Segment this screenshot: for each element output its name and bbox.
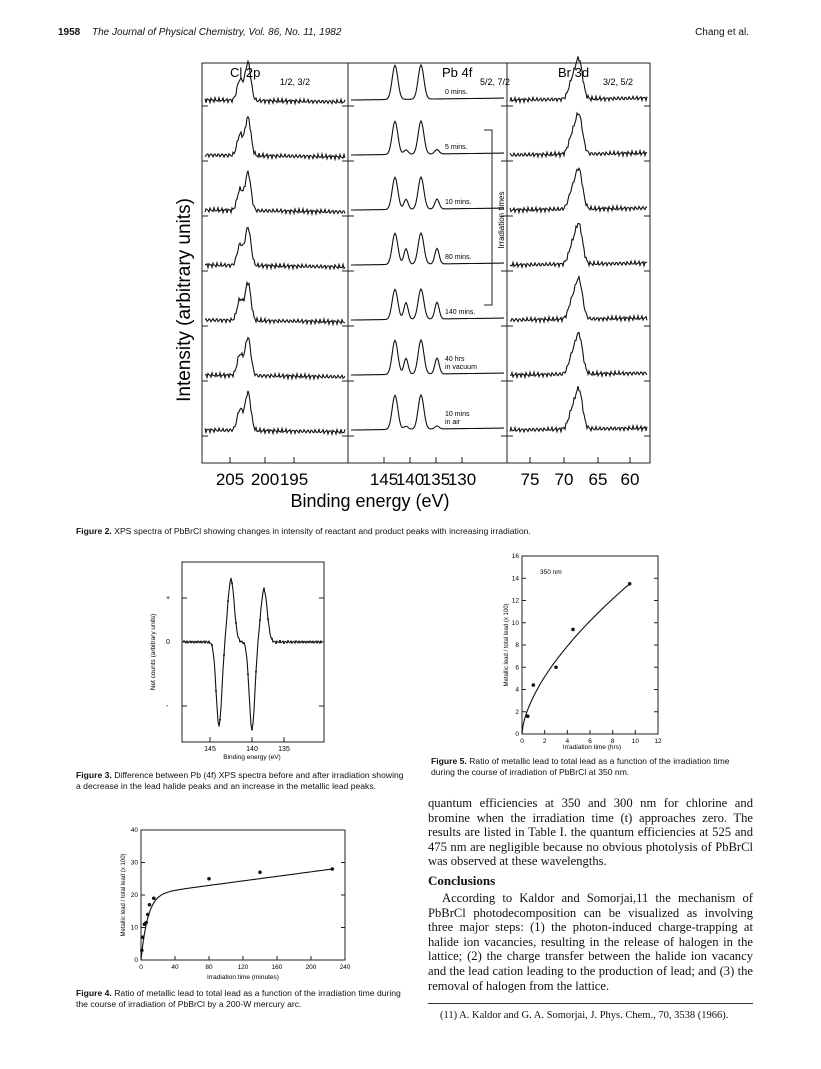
figure3-xtick-135: 135 [278, 746, 290, 753]
data-point [187, 642, 189, 644]
x-tick-label: 0 [520, 738, 524, 745]
row-label: in air [445, 419, 461, 426]
figure4-caption-label: Figure 4. [76, 988, 112, 998]
spectrum-trace [205, 228, 345, 269]
figure5-caption [431, 756, 753, 777]
x-tick-label: 8 [610, 738, 615, 745]
figure4-xlabel: Irradiation time (minutes) [207, 974, 279, 981]
spectrum-trace [205, 338, 345, 379]
data-point [195, 641, 197, 643]
spectrum-trace [510, 224, 647, 268]
figure3-xlabel: Binding energy (eV) [223, 754, 281, 761]
y-tick-label: 6 [515, 664, 519, 672]
data-point [526, 714, 530, 718]
figure3-caption-text: Difference between Pb (4f) XPS spectra before and after irradiation showing a decrease in the lead halide peaks and an increase in the metallic lead peaks. [76, 770, 404, 791]
footnote-11: (11) A. Kaldor and G. A. Somorjai, J. Phys. Chem., 70, 3538 (1966). [440, 1010, 729, 1021]
data-point [144, 921, 148, 925]
spectrum-trace [351, 340, 504, 375]
journal-title: The Journal of Physical Chemistry, Vol. 86, No. 11, 1982 [92, 27, 342, 38]
row-label: 5 mins. [445, 144, 468, 151]
data-point [148, 903, 152, 907]
figure5-xlabel: Irradiation time (hrs) [562, 744, 622, 751]
panel-sub-cl2p: 1/2, 3/2 [280, 77, 311, 87]
y-tick-label: 0 [515, 731, 519, 738]
data-point [295, 640, 297, 642]
row-label: in vacuum [445, 364, 477, 371]
figure3-ytick-plus: + [166, 595, 171, 602]
data-point [307, 641, 309, 643]
data-point [223, 654, 225, 656]
axis-tick-label: 65 [588, 470, 608, 489]
figure5-caption-text: Ratio of metallic lead to total lead as a function of the irradiation time during the course of irradiation of PbBrCl at 350 nm. [431, 756, 730, 777]
y-tick-label: 40 [130, 827, 138, 834]
data-point [152, 896, 156, 900]
axis-tick-label: 75 [520, 470, 540, 489]
spectrum-trace [510, 333, 647, 378]
figure5-caption-label: Figure 5. [431, 756, 467, 766]
figure4-fit-curve [141, 869, 332, 960]
x-tick-label: 40 [171, 964, 179, 971]
y-tick-label: 14 [511, 575, 519, 583]
data-point [235, 622, 237, 624]
data-point [247, 673, 249, 675]
data-point [207, 877, 211, 881]
data-point [315, 641, 317, 643]
y-tick-label: 0 [134, 957, 138, 964]
y-tick-label: 16 [511, 553, 519, 560]
x-tick-label: 10 [631, 738, 639, 745]
y-tick-label: 10 [130, 924, 138, 932]
data-point [191, 641, 193, 643]
data-point [231, 582, 233, 584]
axis-tick-label: 145 [369, 470, 399, 489]
data-point [211, 644, 213, 646]
figure5-annotation: 350 nm [540, 569, 562, 576]
row-label: 40 hrs [445, 356, 465, 363]
data-point [628, 582, 632, 586]
figure5-fit-curve [522, 584, 630, 734]
spectrum-trace [351, 121, 504, 155]
axis-tick-label: 195 [279, 470, 309, 489]
figure2-caption [76, 526, 776, 537]
figure3-xtick-140: 140 [246, 746, 258, 753]
figure5-ratio-chart [500, 552, 670, 752]
x-tick-label: 80 [205, 964, 213, 971]
data-point [243, 642, 245, 644]
figure4-axes-frame [141, 830, 345, 960]
y-tick-label: 8 [515, 642, 519, 649]
data-point [259, 619, 261, 621]
data-point [291, 642, 293, 644]
running-authors: Chang et al. [695, 27, 749, 38]
axis-tick-label: 205 [215, 470, 245, 489]
figure5-ylabel: Metallic lead / total lead (x 100) [504, 603, 510, 687]
figure2-xps-spectra [170, 55, 660, 515]
data-point [271, 638, 273, 640]
data-point [319, 642, 321, 644]
x-tick-label: 4 [565, 738, 570, 745]
figure4-ratio-chart [115, 822, 365, 984]
spectrum-trace [205, 171, 345, 214]
data-point [199, 641, 201, 643]
body-paragraph-2: According to Kaldor and Somorjai,11 the mechanism of PbBrCl photodecomposition can be visualized as involving three major steps: (1) the photon-induced charge-trapping at halide ion vacancies, resulting in the release of halogen in the lattice; (2) the charge transfer between the halide ion vacancy and the lead cation leading to the production of lead; and (3) the removal of halogen from the lattice. [428, 891, 753, 993]
x-tick-label: 240 [339, 964, 351, 971]
y-tick-label: 10 [511, 619, 519, 627]
x-tick-label: 120 [237, 964, 249, 971]
data-point [263, 588, 265, 590]
footnote-rule [428, 1003, 753, 1004]
data-point [267, 618, 269, 620]
data-point [251, 729, 253, 731]
data-point [207, 642, 209, 644]
axis-tick-label: 135 [421, 470, 451, 489]
figure5-axes-frame [522, 556, 658, 734]
x-tick-label: 2 [542, 738, 547, 745]
axis-tick-label: 130 [447, 470, 477, 489]
data-point [554, 665, 558, 669]
data-point [255, 671, 257, 673]
figure2-ylabel: Intensity (arbitrary units) [174, 198, 195, 402]
y-tick-label: 4 [515, 686, 519, 694]
data-point [140, 948, 144, 952]
spectrum-trace [351, 289, 504, 320]
data-point [203, 641, 205, 643]
figure3-xtick-145: 145 [204, 746, 216, 753]
panel-label-br3d: Br 3d [558, 65, 590, 80]
row-label: 10 mins [445, 411, 470, 418]
data-point [532, 683, 536, 687]
x-tick-label: 0 [139, 964, 143, 971]
figure2-xlabel: Binding energy (eV) [290, 491, 450, 511]
x-tick-label: 12 [654, 738, 662, 745]
spectrum-trace [510, 386, 647, 432]
data-point [303, 641, 305, 643]
spectrum-trace [205, 117, 345, 160]
data-point [146, 913, 150, 917]
y-tick-label: 30 [130, 859, 138, 867]
figure4-caption [76, 988, 406, 1009]
spectrum-trace [205, 61, 345, 104]
axis-tick-label: 140 [395, 470, 425, 489]
figure2-caption-label: Figure 2. [76, 526, 112, 536]
x-tick-label: 160 [271, 964, 283, 971]
page-number: 1958 [58, 27, 81, 38]
panel-label-cl2p: Cl 2p [230, 65, 261, 80]
panel-label-pb4f: Pb 4f [442, 65, 473, 80]
axis-tick-label: 200 [250, 470, 280, 489]
section-heading-conclusions: Conclusions [428, 873, 496, 888]
row-label: 140 mins. [445, 309, 476, 316]
data-point [279, 640, 281, 642]
data-point [275, 642, 277, 644]
y-tick-label: 2 [515, 708, 519, 716]
spectrum-trace [205, 391, 345, 434]
row-label: 80 mins. [445, 254, 472, 261]
figure3-ylabel: Net counts (arbitrary units) [150, 613, 157, 691]
data-point [287, 640, 289, 642]
spectrum-trace [351, 395, 504, 430]
axis-tick-label: 70 [554, 470, 574, 489]
irradiation-bracket [484, 130, 492, 305]
y-tick-label: 12 [511, 597, 519, 605]
difference-trace [184, 578, 322, 730]
data-point [571, 628, 575, 632]
data-point [299, 641, 301, 643]
data-point [227, 600, 229, 602]
figure3-difference-spectrum [140, 558, 340, 768]
figure3-ytick-zero: 0 [166, 639, 170, 646]
row-label: 0 mins. [445, 89, 468, 96]
bracket-label: Irradiation times [497, 191, 506, 249]
data-point [183, 640, 185, 642]
spectrum-trace [510, 277, 647, 322]
spectrum-trace [351, 177, 504, 210]
figure4-caption-text: Ratio of metallic lead to total lead as a function of the irradiation time during the course of irradiation of PbBrCl by a 200-W mercury arc. [76, 988, 401, 1009]
x-tick-label: 200 [305, 964, 317, 971]
data-point [141, 935, 145, 939]
figure3-ytick-minus: - [166, 703, 169, 710]
data-point [258, 870, 262, 874]
panel-sub-br3d: 3/2, 5/2 [603, 77, 634, 87]
figure2-caption-text: XPS spectra of PbBrCl showing changes in intensity of reactant and product peaks with increasing irradiation. [114, 526, 531, 536]
spectrum-trace [510, 113, 647, 157]
x-tick-label: 6 [588, 738, 592, 745]
spectrum-trace [205, 283, 345, 325]
row-label: 10 mins. [445, 199, 472, 206]
figure3-caption [76, 770, 406, 791]
data-point [219, 719, 221, 721]
figure4-ylabel: Metallic lead / total lead (x 100) [121, 853, 127, 937]
spectrum-trace [510, 168, 647, 212]
body-paragraph-1: quantum efficiencies at 350 and 300 nm for chlorine and bromine when the irradiation time (t) approaches zero. The results are listed in Table I. the quantum efficiencies at 525 and 475 nm are negligible because no obvious photolysis of PbBrCl was observed at these wavelengths. [428, 796, 753, 869]
figure3-caption-label: Figure 3. [76, 770, 112, 780]
data-point [330, 867, 334, 871]
panel-sub-pb4f: 5/2, 7/2 [480, 77, 511, 87]
axis-tick-label: 60 [620, 470, 640, 489]
spectrum-trace [351, 233, 504, 265]
data-point [311, 641, 313, 643]
data-point [215, 690, 217, 692]
y-tick-label: 20 [130, 892, 138, 899]
data-point [239, 641, 241, 643]
data-point [283, 642, 285, 644]
